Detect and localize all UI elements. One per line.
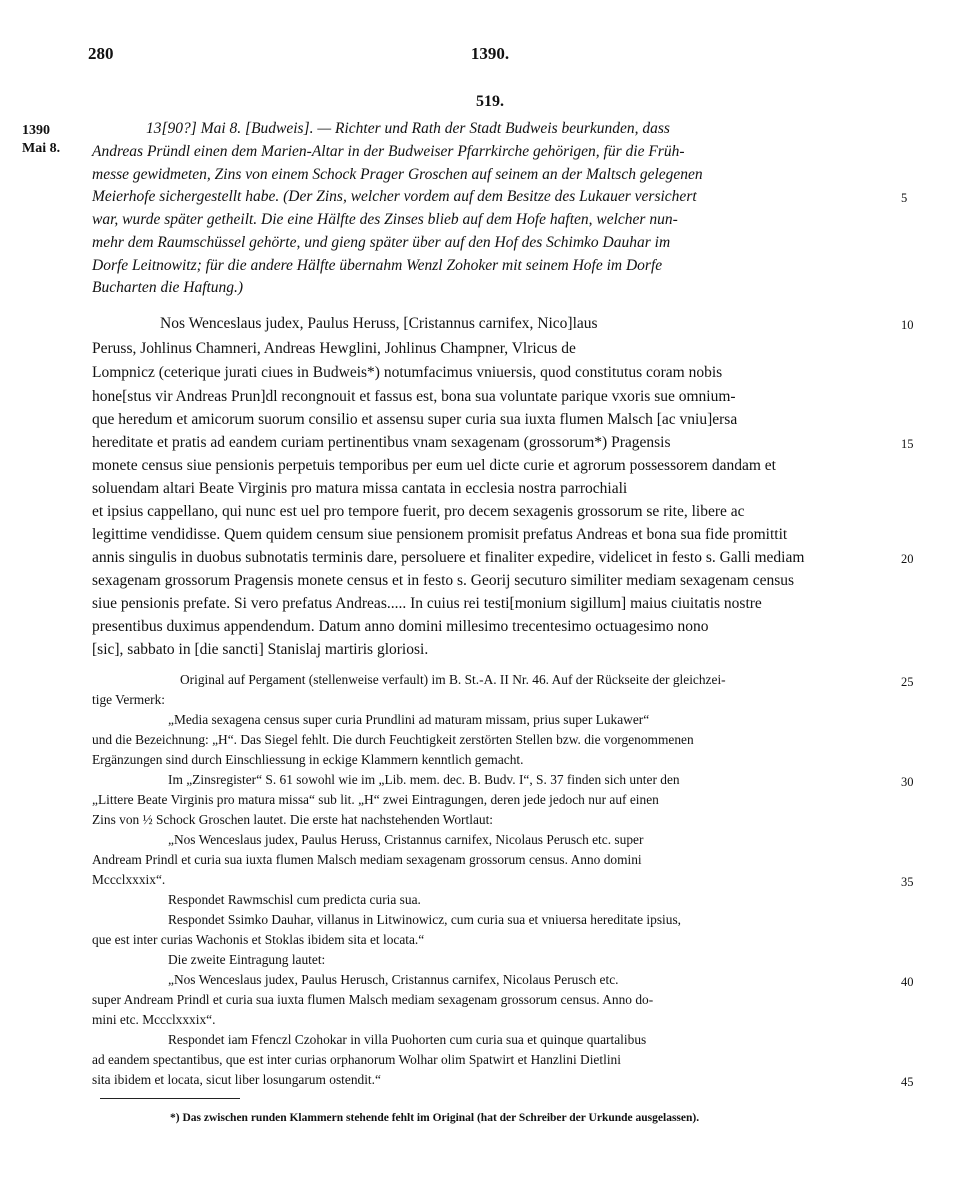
note-line: „Media sexagena census super curia Prundlini ad maturam missam, prius super Lukawer“	[168, 712, 650, 727]
note-line: „Nos Wenceslaus judex, Paulus Herusch, Cristannus carnifex, Nicolaus Perusch etc.	[168, 972, 619, 987]
charter-line: et ipsius cappellano, qui nunc est uel pro tempore fuerit, pro decem sexagenis grossorum se rite, libere ac	[92, 503, 745, 520]
charter-line: hone[stus vir Andreas Prun]dl recongnouit et fassus est, bona sua voluntate parique vxoris sue omnium-	[92, 388, 736, 405]
charter-line: Peruss, Johlinus Chamneri, Andreas Hewglini, Johlinus Champner, Vlricus de	[92, 340, 576, 357]
margin-day: Mai 8.	[22, 141, 61, 156]
regest-line: Dorfe Leitnowitz; für die andere Hälfte übernahm Wenzl Zohoker mit seinem Hofe im Dorfe	[92, 257, 663, 274]
note-line: Die zweite Eintragung lautet:	[168, 952, 326, 967]
note-line: que est inter curias Wachonis et Stoklas ibidem sita et locata.“	[92, 932, 425, 947]
charter-line: sexagenam grossorum Pragensis monete census et in festo s. Georij secuturo similiter mediam sexagenam census	[92, 572, 795, 589]
charter-line: Lompnicz (ceterique jurati ciues in Budweis*) notumfacimus vniuersis, quod constitutus coram nobis	[92, 364, 723, 381]
note-line: Im „Zinsregister“ S. 61 sowohl wie im „Lib. mem. dec. B. Budv. I“, S. 37 finden sich unter den	[168, 772, 680, 787]
regest-line: mehr dem Raumschüssel gehörte, und gieng später über auf den Hof des Schimko Dauhar im	[92, 234, 671, 251]
note-line: Original auf Pergament (stellenweise verfault) im B. St.-A. II Nr. 46. Auf der Rückseite der gleichzei-	[180, 672, 726, 687]
note-line: mini etc. Mccclxxxix“.	[92, 1012, 216, 1027]
note-line: Mccclxxxix“.	[92, 872, 166, 887]
charter-line: Nos Wenceslaus judex, Paulus Heruss, [Cristannus carnifex, Nico]laus	[160, 315, 598, 332]
line-number: 30	[901, 775, 914, 789]
note-line: und die Bezeichnung: „H“. Das Siegel fehlt. Die durch Feuchtigkeit zerstörten Stellen bzw. die vorgenommenen	[92, 732, 694, 747]
note-line: „Nos Wenceslaus judex, Paulus Heruss, Cristannus carnifex, Nicolaus Perusch etc. super	[168, 832, 644, 847]
line-number: 45	[901, 1075, 914, 1089]
footnote: *) Das zwischen runden Klammern stehende fehlt im Original (hat der Schreiber der Urkunde ausgelassen).	[170, 1112, 700, 1124]
page-number: 280	[88, 44, 114, 63]
margin-year: 1390	[22, 123, 50, 138]
charter-line: soluendam altari Beate Virginis pro matura missa cantata in ecclesia nostra parrochiali	[92, 480, 628, 497]
running-header-year: 1390.	[470, 44, 510, 63]
note-line: Zins von ½ Schock Groschen lautet. Die erste hat nachstehenden Wortlaut:	[92, 812, 494, 827]
charter-line: presentibus duximus appendendum. Datum anno domini millesimo trecentesimo octuagesimo nono	[92, 618, 709, 635]
regest-line: messe gewidmeten, Zins von einem Schock Prager Groschen auf seinem an der Maltsch gelegenen	[92, 166, 703, 183]
regest-line: war, wurde später getheilt. Die eine Hälfte des Zinses blieb auf dem Hofe haften, welcher nun-	[92, 211, 678, 228]
note-line: Ergänzungen sind durch Einschliessung in eckige Klammern kenntlich gemacht.	[92, 752, 524, 767]
charter-line: annis singulis in duobus subnotatis terminis dare, persoluere et finaliter expedire, videlicet in festo s. Galli mediam	[92, 549, 805, 566]
note-line: tige Vermerk:	[92, 692, 166, 707]
charter-line: siue pensionis prefate. Si vero prefatus Andreas..... In cuius rei testi[monium sigillum] maius ciuitatis nostre	[92, 595, 762, 612]
note-line: sita ibidem et locata, sicut liber losungarum ostendit.“	[92, 1072, 896, 1088]
note-line: super Andream Prindl et curia sua iuxta flumen Malsch mediam sexagenam grossorum census. Anno do-	[92, 992, 654, 1007]
charter-line: legittime vendidisse. Quem quidem censum siue pensionem promisit prefatus Andreas et bona sua fide promittit	[92, 526, 788, 543]
charter-line: [sic], sabbato in [die sancti] Stanislaj martiris gloriosi.	[92, 641, 429, 658]
regest-line: Andreas Pründl einen dem Marien-Altar in der Budweiser Pfarrkirche gehörigen, für die Früh-	[92, 143, 685, 160]
note-line: ad eandem spectantibus, que est inter curias orphanorum Wolhar olim Spatwirt et Hanzlini Dietlini	[92, 1052, 896, 1068]
charter-line: que heredum et amicorum suorum consilio et assensu super curia sua iuxta flumen Malsch [ac vniu]ersa	[92, 411, 738, 428]
line-number: 15	[901, 437, 914, 451]
note-line: Andream Prindl et curia sua iuxta flumen Malsch mediam sexagenam grossorum census. Anno domini	[92, 852, 642, 867]
footnote-rule	[100, 1098, 240, 1099]
note-line: Respondet Ssimko Dauhar, villanus in Litwinowicz, cum curia sua et vniuersa hereditate ipsius,	[168, 912, 682, 927]
line-number: 20	[901, 552, 914, 566]
line-number: 25	[901, 675, 914, 689]
line-number: 40	[901, 975, 914, 989]
line-number: 35	[901, 875, 914, 889]
note-line: Respondet Rawmschisl cum predicta curia sua.	[168, 892, 421, 907]
note-line: „Littere Beate Virginis pro matura missa“ sub lit. „H“ zwei Eintragungen, deren jede jedoch nur auf einen	[92, 792, 659, 807]
margin-date	[22, 122, 60, 158]
charter-line: hereditate et pratis ad eandem curiam pertinentibus vnam sexagenam (grossorum*) Pragensis	[92, 434, 671, 451]
regest-line: Meierhofe sichergestellt habe. (Der Zins, welcher vordem auf dem Besitze des Lukauer versichert	[92, 188, 697, 205]
regest-line: 13[90?] Mai 8. [Budweis]. — Richter und Rath der Stadt Budweis beurkunden, dass	[146, 120, 670, 137]
charter-line: monete census siue pensionis perpetuis temporibus per eum uel dicte curie et agrorum possessorem dandam et	[92, 457, 776, 474]
note-line: Respondet iam Ffenczl Czohokar in villa Puohorten cum curia sua et quinque quartalibus	[168, 1032, 647, 1047]
line-number: 10	[901, 318, 914, 332]
document-number: 519.	[476, 93, 504, 110]
regest-line: Bucharten die Haftung.)	[92, 279, 244, 296]
line-number: 5	[901, 191, 908, 205]
